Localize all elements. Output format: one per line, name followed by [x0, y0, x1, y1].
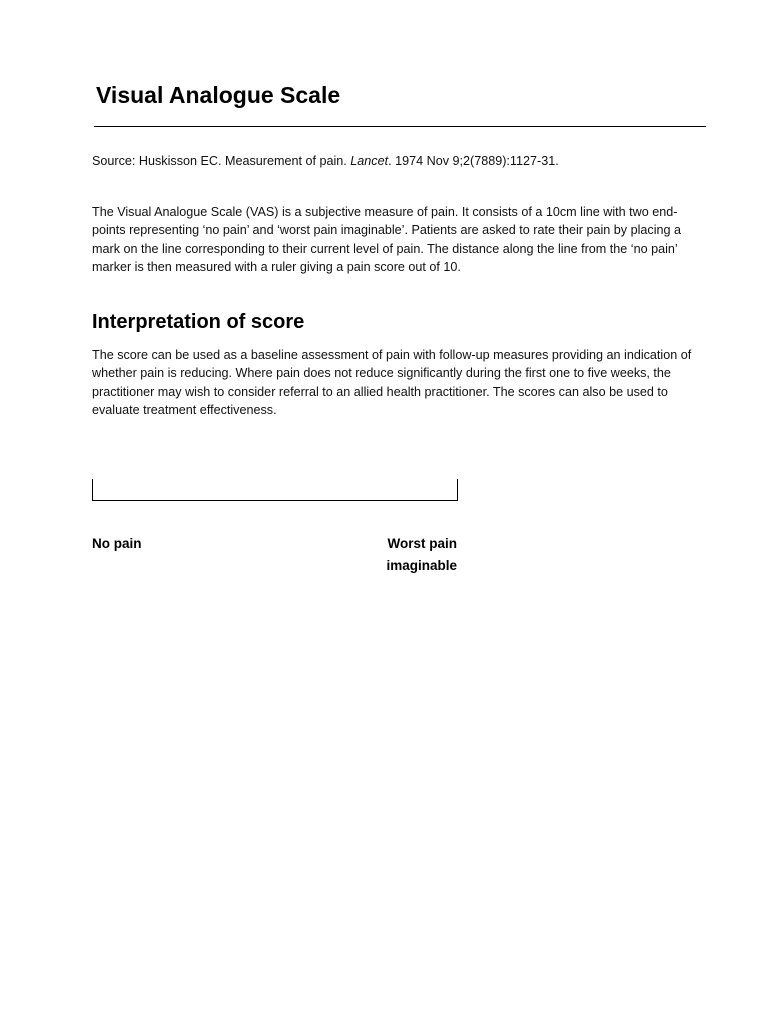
vas-scale-line[interactable]	[92, 479, 458, 501]
vas-horizontal-line[interactable]	[92, 500, 458, 501]
no-pain-label: No pain	[92, 536, 142, 551]
source-citation	[92, 152, 712, 170]
page-title: Visual Analogue Scale	[96, 82, 341, 108]
source-citation-prefix: Source: Huskisson EC. Measurement of pain.	[92, 154, 351, 168]
intro-paragraph: The Visual Analogue Scale (VAS) is a subjective measure of pain. It consists of a 10cm line with two end-points representing ‘no pain’ and ‘worst pain imaginable’. Patients are asked to rate their pain by placing a mark on the line corresponding to their current level of pain. The distance along the line from the ‘no pain’ marker is then measured with a ruler giving a pain score out of 10.	[92, 205, 681, 274]
source-journal-name: Lancet	[350, 154, 389, 168]
worst-pain-label	[300, 533, 457, 577]
vas-left-endpoint-tick	[92, 479, 93, 501]
worst-pain-label-line1: Worst pain	[387, 536, 457, 551]
vas-right-endpoint-tick	[457, 479, 458, 501]
worst-pain-label-line2: imaginable	[386, 558, 457, 573]
interpretation-paragraph: The score can be used as a baseline assessment of pain with follow-up measures providing an indication of whether pain is reducing. Where pain does not reduce significantly during the first one to five weeks, the practitioner may wish to consider referral to an allied health practitioner. The scores can also be used to evaluate treatment effectiveness.	[92, 348, 692, 417]
interpretation-heading: Interpretation of score	[92, 311, 305, 333]
title-divider	[94, 126, 706, 127]
source-citation-suffix: . 1974 Nov 9;2(7889):1127-31.	[388, 154, 559, 168]
